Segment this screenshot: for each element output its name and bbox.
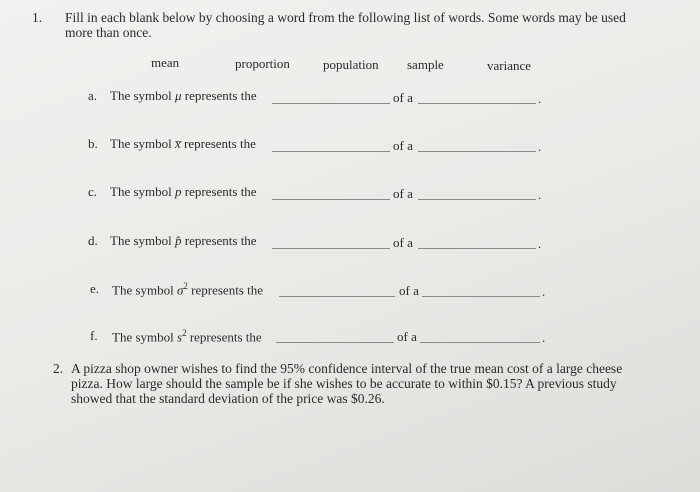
item-statement: The symbol $\sigma^2$ represents the	[112, 281, 264, 298]
of-a-label: of a	[393, 186, 413, 201]
blank-context[interactable]	[418, 199, 536, 200]
of-a-label: of a	[393, 138, 413, 153]
blank-context[interactable]	[418, 151, 536, 152]
item-statement: The symbol $s^2$ represents the	[112, 328, 262, 345]
blank-term[interactable]	[272, 199, 390, 200]
question-2-number: 2.	[53, 361, 64, 376]
blank-term[interactable]	[272, 151, 390, 152]
period: .	[538, 139, 542, 154]
item-letter: a.	[88, 88, 98, 103]
word-bank-item-proportion: proportion	[235, 56, 290, 71]
blank-term[interactable]	[272, 248, 390, 249]
item-letter: f.	[90, 328, 98, 343]
word-bank-item-mean: mean	[151, 55, 180, 70]
word-bank-item-population: population	[323, 57, 379, 72]
item-statement: The symbol p̂ represents the	[110, 233, 257, 248]
period: .	[538, 91, 542, 106]
item-statement: The symbol μ represents the	[110, 88, 257, 103]
question-1-text-line-2: more than once.	[65, 25, 152, 40]
of-a-label: of a	[393, 235, 413, 250]
blank-context[interactable]	[418, 103, 536, 104]
blank-term[interactable]	[272, 103, 390, 104]
question-2-text-line-1: A pizza shop owner wishes to find the 95% confidence interval of the true mean cost of a large cheese	[71, 361, 623, 376]
blank-context[interactable]	[422, 296, 540, 297]
question-2-text-line-3: showed that the standard deviation of the price was $0.26.	[71, 391, 385, 406]
word-bank-item-variance: variance	[487, 58, 532, 73]
question-2-text-line-2: pizza. How large should the sample be if she wishes to be accurate to within $0.15? A previous study	[71, 376, 617, 391]
blank-term[interactable]	[276, 342, 394, 343]
of-a-label: of a	[393, 90, 413, 105]
blank-context[interactable]	[418, 248, 536, 249]
period: .	[542, 330, 546, 345]
question-1-number: 1.	[32, 10, 43, 25]
blank-context[interactable]	[420, 342, 540, 343]
blank-term[interactable]	[279, 296, 395, 297]
item-letter: c.	[88, 184, 98, 199]
item-letter: d.	[88, 233, 98, 248]
item-statement: The symbol x̅ represents the	[110, 136, 256, 151]
of-a-label: of a	[397, 329, 417, 344]
item-letter: e.	[90, 281, 100, 296]
of-a-label: of a	[399, 283, 419, 298]
period: .	[538, 236, 542, 251]
item-statement: The symbol p represents the	[110, 184, 257, 199]
word-bank-item-sample: sample	[407, 57, 444, 72]
item-letter: b.	[88, 136, 98, 151]
period: .	[538, 187, 542, 202]
question-1-text-line-1: Fill in each blank below by choosing a word from the following list of words. Some words may be used	[65, 10, 626, 25]
period: .	[542, 284, 546, 299]
